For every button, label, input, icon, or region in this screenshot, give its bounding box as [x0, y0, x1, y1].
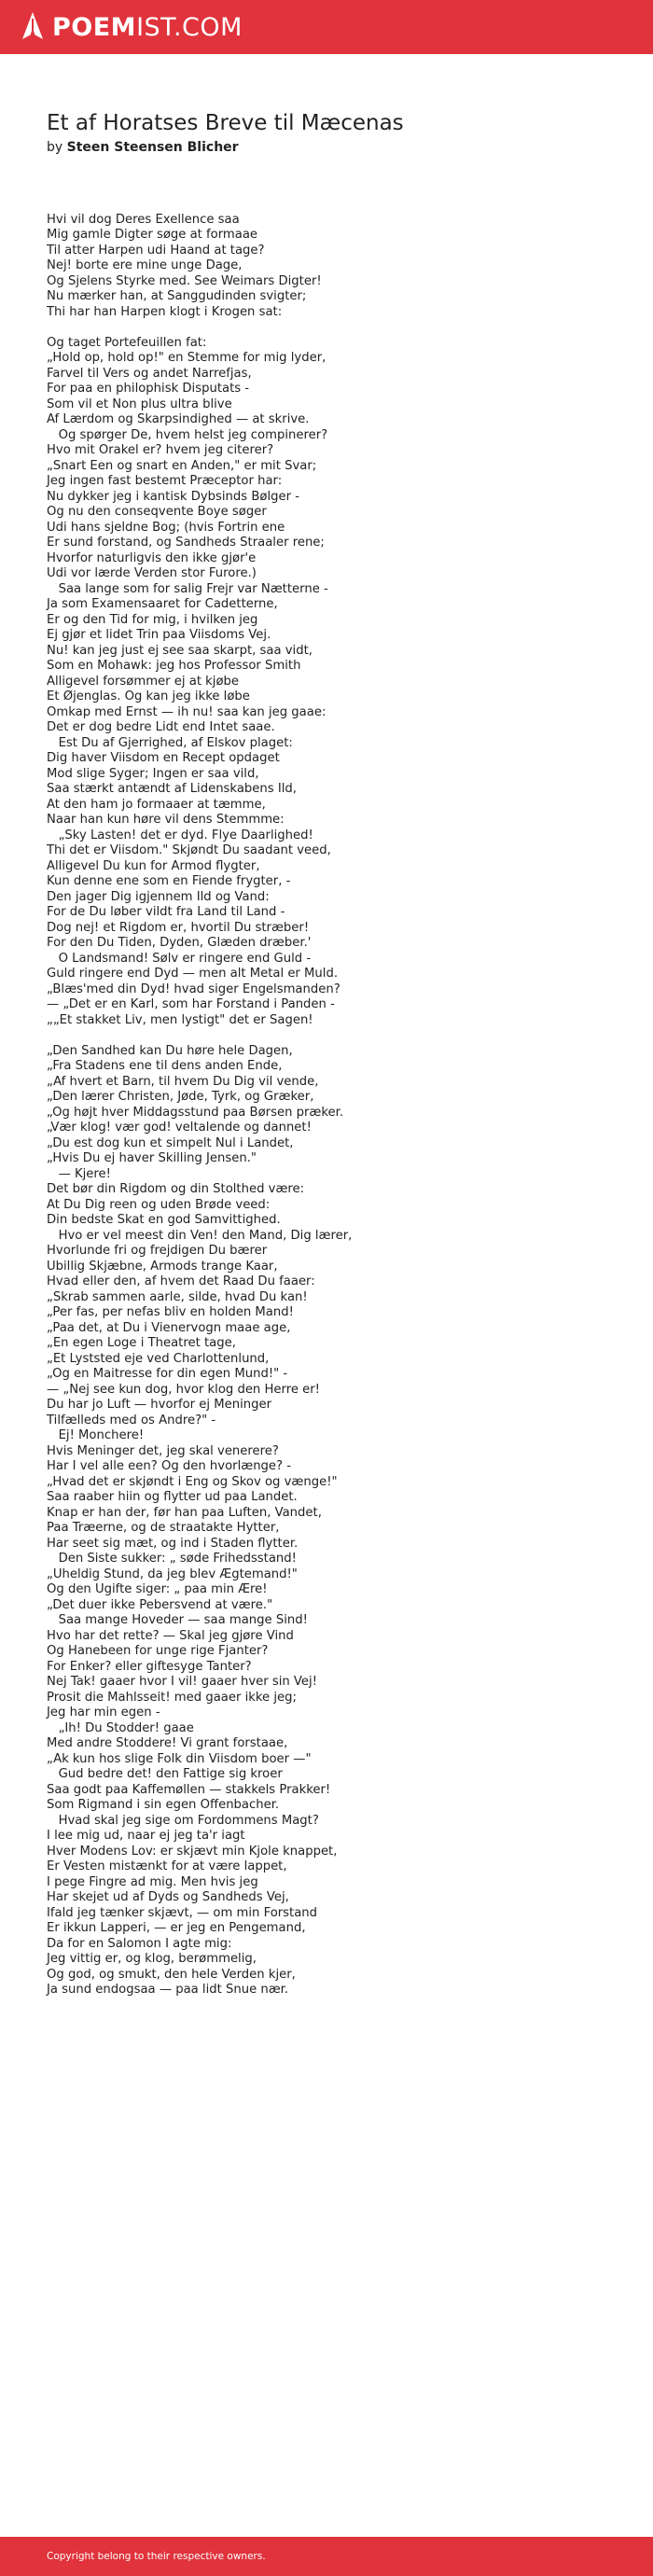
byline: [47, 140, 606, 155]
site-footer: [0, 2537, 653, 2576]
logo-text: [52, 12, 243, 42]
poem-text: Hvi vil dog Deres Exellence saa Mig gamle Digter søge at formaae Til atter Harpen udi Haand at tage? Nej! borte ere mine unge Dage, Og Sjelens Styrke med. See Weimars Digter! Nu mærker han, at Sanggudinden svigter; Thi har han Harpen klogt i Krogen sat: Og taget Portefeuillen fat: „Hold op, hold op!" en Stemme for mig lyder, Farvel til Vers og andet Narrefjas, For paa en philophisk Disputats - Som vil et Non plus ultra blive Af Lærdom og Skarpsindighed — at skrive. Og spørger De, hvem helst jeg compinerer? Hvo mit Orakel er? hvem jeg citerer? „Snart Een og snart en Anden," er mit Svar; Jeg ingen fast bestemt Præceptor har: Nu dykker jeg i kantisk Dybsinds Bølger - Og nu den conseqvente Boye søger Udi hans sjeldne Bog; (hvis Fortrin ene Er sund forstand, og Sandheds Straaler rene; Hvorfor naturligvis den ikke gjør'e Udi vor lærde Verden stor Furore.) Saa lange som for salig Frejr var Nætterne - Ja som Examensaaret for Cadetterne, Er og den Tid for mig, i hvilken jeg Ej gjør et lidet Trin paa Viisdoms Vej. Nu! kan jeg just ej see saa skarpt, saa vidt, Som en Mohawk: jeg hos Professor Smith Alligevel forsømmer ej at kjøbe Et Øjenglas. Og kan jeg ikke løbe Omkap med Ernst — ih nu! saa kan jeg gaae: Det er dog bedre Lidt end Intet saae. Est Du af Gjerrighed, af Elskov plaget: Dig haver Viisdom en Recept opdaget Mod slige Syger; Ingen er saa vild, Saa stærkt antændt af Lidenskabens Ild, At den ham jo formaaer at tæmme, Naar han kun høre vil dens Stemmme: „Sky Lasten! det er dyd. Flye Daarlighed! Thi det er Viisdom." Skjøndt Du saadant veed, Alligevel Du kun for Armod flygter, Kun denne ene som en Fiende frygter, - Den jager Dig igjennem Ild og Vand: For de Du løber vildt fra Land til Land - Dog nej! et Rigdom er, hvortil Du stræber! For den Du Tiden, Dyden, Glæden dræber.' O Landsmand! Sølv er ringere end Guld - Guld ringere end Dyd — men alt Metal er Muld. „Blæs'med din Dyd! hvad siger Engelsmanden? — „Det er en Karl, som har Forstand i Panden - „„Et stakket Liv, men lystigt" det er Sagen! „Den Sandhed kan Du høre hele Dagen, „Fra Stadens ene til dens anden Ende, „Af hvert et Barn, til hvem Du Dig vil vende, „Den lærer Christen, Jøde, Tyrk, og Græker, „Og højt hver Middagsstund paa Børsen præker. „Vær klog! vær god! veltalende og dannet! „Du est dog kun et simpelt Nul i Landet, „Hvis Du ej haver Skilling Jensen." — Kjere! Det bør din Rigdom og din Stolthed være: At Du Dig reen og uden Brøde veed: Din bedste Skat en god Samvittighed. Hvo er vel meest din Ven! den Mand, Dig lærer, Hvorlunde fri og frejdigen Du bærer Ubillig Skjæbne, Armods trange Kaar, Hvad eller den, af hvem det Raad Du faaer: „Skrab sammen aarle, silde, hvad Du kan! „Per fas, per nefas bliv en holden Mand! „Paa det, at Du i Vienervogn maae age, „En egen Loge i Theatret tage, „Et Lyststed eje ved Charlottenlund, „Og en Maitresse for din egen Mund!" - — „Nej see kun dog, hvor klog den Herre er! Du har jo Luft — hvorfor ej Meninger Tilfælleds med os Andre?" - Ej! Monchere! Hvis Meninger det, jeg skal venerere? Har I vel alle een? Og den hvorlænge? - „Hvad det er skjøndt i Eng og Skov og vænge!" Saa raaber hiin og flytter ud paa Landet. Knap er han der, før han paa Luften, Vandet, Paa Træerne, og de straatakte Hytter, Har seet sig mæt, og ind i Staden flytter. Den Siste sukker: „ søde Frihedsstand! „Uheldig Stund, da jeg blev Ægtemand!" Og den Ugifte siger: „ paa min Ære! „Det duer ikke Pebersvend at være." Saa mange Hoveder — saa mange Sind! Hvo har det rette? — Skal jeg gjøre Vind Og Hanebeen for unge rige Fjanter? For Enker? eller giftesyge Tanter? Nej Tak! gaaer hvor I vil! gaaer hver sin Vej! Prosit die Mahlsseit! med gaaer ikke jeg; Jeg har min egen - „Ih! Du Stodder! gaae Med andre Stoddere! Vi grant forstaae, „Ak kun hos slige Folk din Viisdom boer —" Gud bedre det! den Fattige sig kroer Saa godt paa Kaffemøllen — stakkels Prakker! Som Rigmand i sin egen Offenbacher. Hvad skal jeg sige om Fordommens Magt? I lee mig ud, naar ej jeg ta'r iagt Hver Modens Lov: er skjævt min Kjole knappet, Er Vesten mistænkt for at være lappet, I pege Fingre ad mig. Men hvis jeg Har skejet ud af Dyds og Sandheds Vej, Ifald jeg tænker skjævt, — om min Forstand Er ikkun Lapperi, — er jeg en Pengemand, Da for en Salomon I agte mig: Jeg vittig er, og klog, berømmelig, Og god, og smukt, den hele Verden kjer, Ja sund endogsaa — paa lidt Snue nær.: [47, 212, 353, 1998]
copyright-text: Copyright belong to their respective owners.: [47, 2551, 266, 2562]
poem-title: Et af Horatses Breve til Mæcenas: [47, 111, 404, 135]
poem-content: [0, 54, 653, 1998]
quill-pen-icon: [21, 11, 45, 43]
logo-text-bold: POEM: [52, 12, 137, 42]
logo-text-light: IST.COM: [136, 12, 243, 42]
by-label: by: [47, 139, 63, 155]
site-header: [0, 0, 653, 54]
site-logo[interactable]: [21, 11, 243, 43]
author-link[interactable]: Steen Steensen Blicher: [66, 139, 239, 155]
